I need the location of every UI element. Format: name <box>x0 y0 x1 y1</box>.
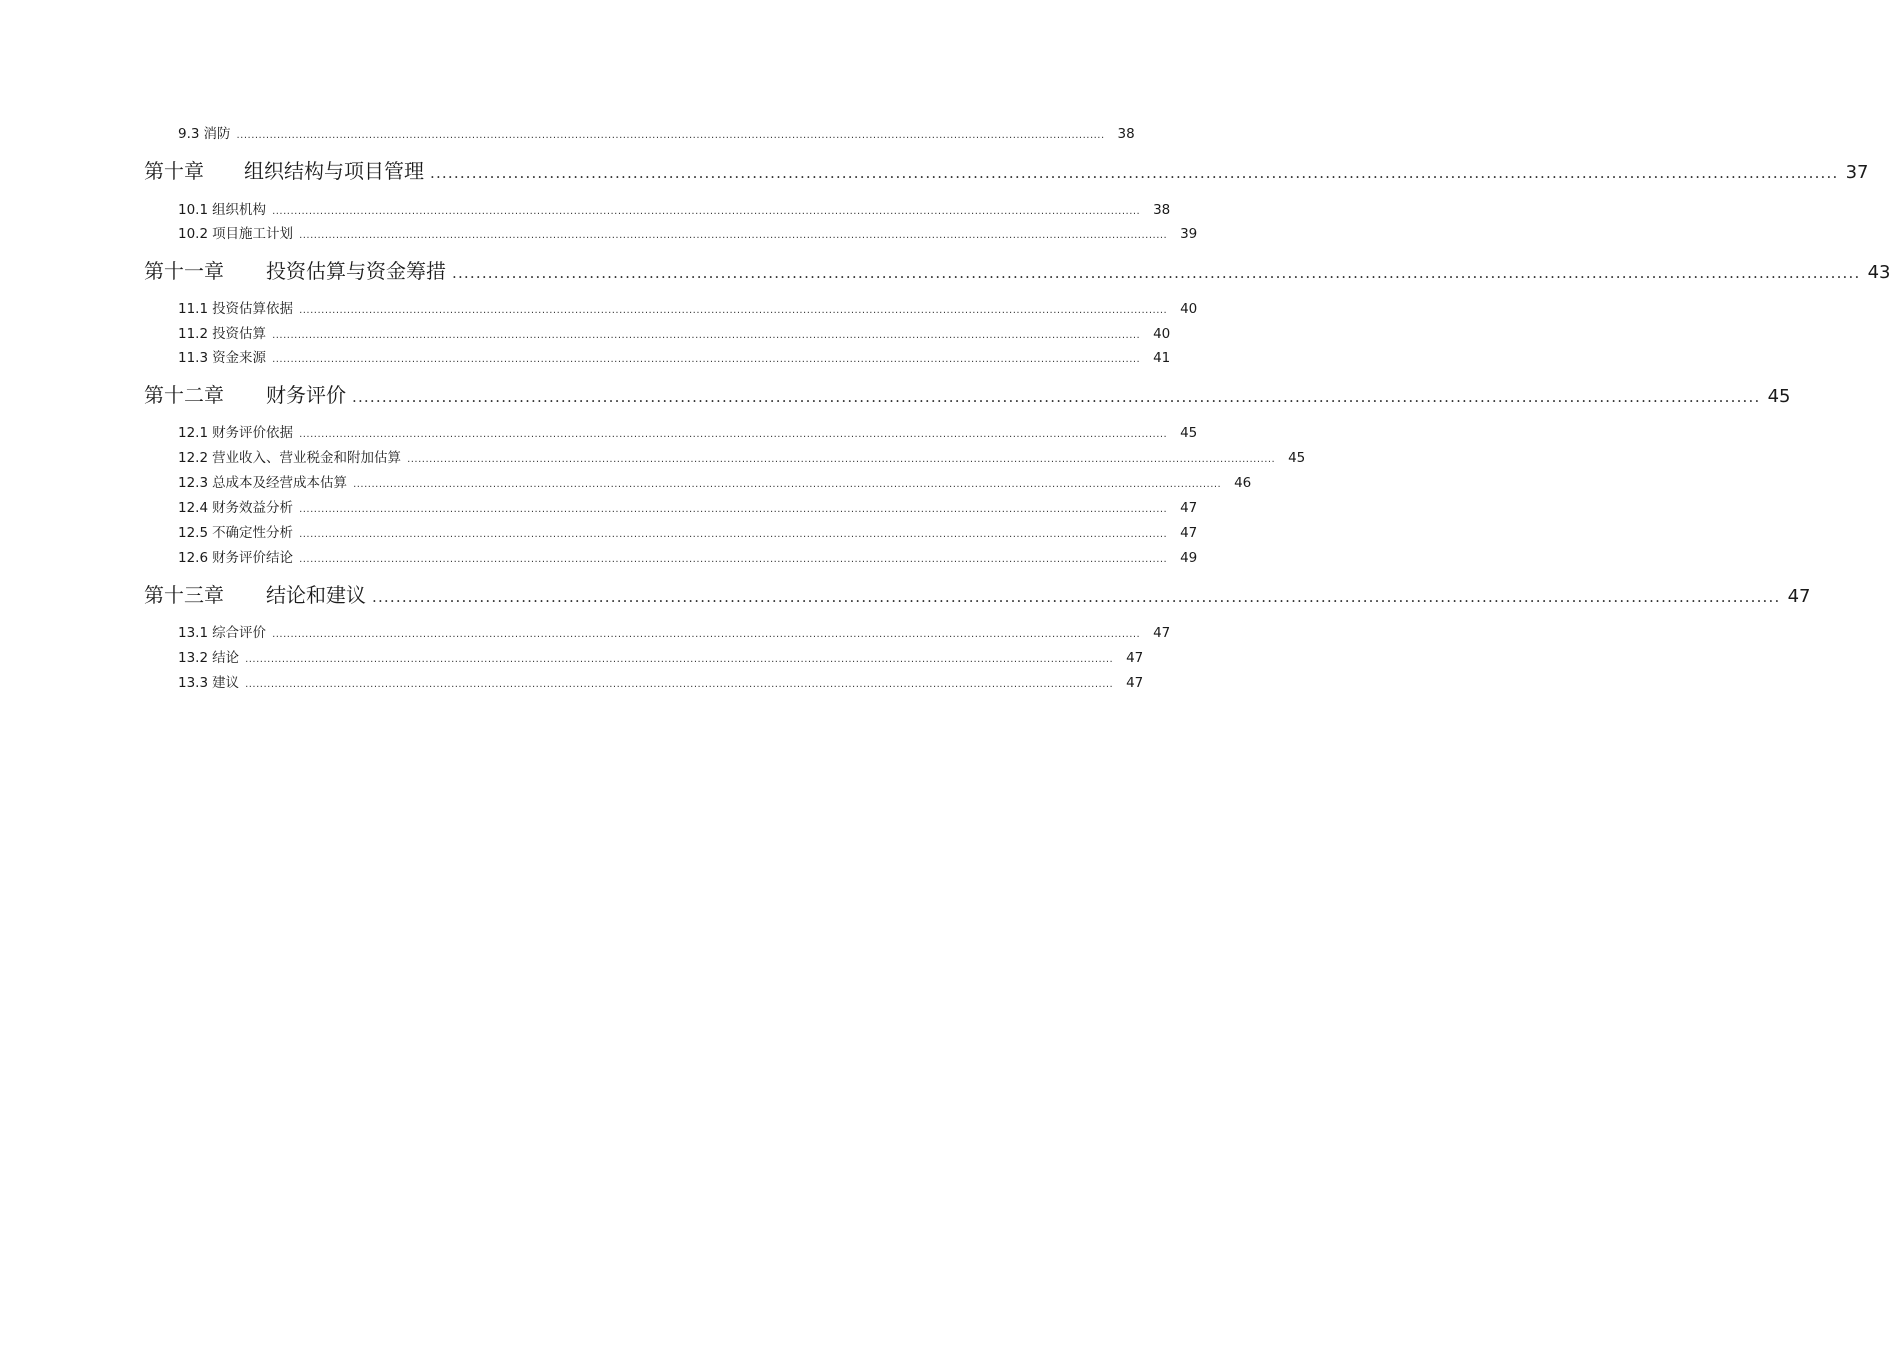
section-number: 11.1 <box>178 301 209 317</box>
chapter-number: 第十章 <box>144 159 204 183</box>
dot-leader: ............................................................................................................................................................................................................................................ <box>245 679 1114 690</box>
toc-chapter-10[interactable] <box>144 155 1869 184</box>
toc-entry-10-2[interactable] <box>178 222 1198 242</box>
page-number: 40 <box>1180 301 1198 317</box>
dot-leader: ............................................................................................................................................................................................................................................ <box>245 654 1114 665</box>
page-number: 47 <box>1153 625 1171 641</box>
section-number: 10.1 <box>178 202 209 218</box>
toc-entry-13-2[interactable] <box>178 646 1144 666</box>
chapter-title: 组织结构与项目管理 <box>244 159 424 183</box>
dot-leader: ............................................................................................................................................................................................................................................ <box>407 454 1276 465</box>
section-title: 消防 <box>203 126 231 142</box>
section-title: 综合评价 <box>212 625 267 641</box>
section-title: 营业收入、营业税金和附加估算 <box>212 450 402 466</box>
dot-leader: ............................................................................................................................................................................................................................................ <box>372 588 1781 606</box>
toc-chapter-12[interactable] <box>144 379 1791 408</box>
section-title: 财务效益分析 <box>212 500 294 516</box>
section-number: 12.1 <box>178 425 209 441</box>
section-title: 建议 <box>212 675 240 691</box>
dot-leader: ............................................................................................................................................................................................................................................ <box>299 305 1168 316</box>
section-title: 资金来源 <box>212 350 267 366</box>
chapter-title: 财务评价 <box>266 383 346 407</box>
toc-entry-10-1[interactable] <box>178 198 1171 218</box>
toc-chapter-13[interactable] <box>144 579 1811 608</box>
page-number: 45 <box>1767 386 1791 407</box>
dot-leader: ............................................................................................................................................................................................................................................ <box>236 130 1105 141</box>
toc-entry-12-2[interactable] <box>178 446 1306 466</box>
toc-entry-12-6[interactable] <box>178 546 1198 566</box>
page-number: 40 <box>1153 326 1171 342</box>
page-number: 43 <box>1867 262 1890 283</box>
page-number: 38 <box>1117 126 1135 142</box>
section-title: 财务评价依据 <box>212 425 294 441</box>
section-title: 组织机构 <box>212 202 267 218</box>
dot-leader: ............................................................................................................................................................................................................................................ <box>272 206 1141 217</box>
dot-leader: ............................................................................................................................................................................................................................................ <box>272 330 1141 341</box>
chapter-number: 第十一章 <box>144 259 224 283</box>
dot-leader: ............................................................................................................................................................................................................................................ <box>272 354 1141 365</box>
toc-entry-12-1[interactable] <box>178 421 1198 441</box>
section-title: 投资估算依据 <box>212 301 294 317</box>
dot-leader: ............................................................................................................................................................................................................................................ <box>299 554 1168 565</box>
section-number: 11.3 <box>178 350 209 366</box>
page-number: 41 <box>1153 350 1171 366</box>
dot-leader: ............................................................................................................................................................................................................................................ <box>352 388 1761 406</box>
toc-entry-13-1[interactable] <box>178 621 1171 641</box>
dot-leader: ............................................................................................................................................................................................................................................ <box>299 429 1168 440</box>
page-number: 47 <box>1180 500 1198 516</box>
toc-entry-9-3[interactable] <box>178 122 1135 142</box>
page-number: 38 <box>1153 202 1171 218</box>
dot-leader: ............................................................................................................................................................................................................................................ <box>299 504 1168 515</box>
toc-entry-12-3[interactable] <box>178 471 1252 491</box>
section-number: 13.3 <box>178 675 209 691</box>
page-number: 47 <box>1126 650 1144 666</box>
dot-leader: ............................................................................................................................................................................................................................................ <box>299 230 1168 241</box>
toc-chapter-11[interactable] <box>144 255 1890 284</box>
toc-entry-12-5[interactable] <box>178 521 1198 541</box>
page-number: 45 <box>1180 425 1198 441</box>
section-number: 12.2 <box>178 450 209 466</box>
chapter-number: 第十二章 <box>144 383 224 407</box>
section-number: 11.2 <box>178 326 209 342</box>
page-number: 49 <box>1180 550 1198 566</box>
dot-leader: ............................................................................................................................................................................................................................................ <box>452 264 1861 282</box>
toc-entry-12-4[interactable] <box>178 496 1198 516</box>
section-number: 12.4 <box>178 500 209 516</box>
page-number: 47 <box>1126 675 1144 691</box>
page-number: 37 <box>1845 162 1869 183</box>
section-title: 财务评价结论 <box>212 550 294 566</box>
page-number: 46 <box>1234 475 1252 491</box>
section-title: 不确定性分析 <box>212 525 294 541</box>
section-number: 12.6 <box>178 550 209 566</box>
dot-leader: ............................................................................................................................................................................................................................................ <box>353 479 1222 490</box>
section-number: 9.3 <box>178 126 200 142</box>
section-number: 12.5 <box>178 525 209 541</box>
section-title: 项目施工计划 <box>212 226 294 242</box>
toc-entry-11-1[interactable] <box>178 297 1198 317</box>
section-title: 结论 <box>212 650 240 666</box>
toc-entry-13-3[interactable] <box>178 671 1144 691</box>
page-number: 39 <box>1180 226 1198 242</box>
page-number: 45 <box>1288 450 1306 466</box>
toc-entry-11-2[interactable] <box>178 322 1171 342</box>
section-number: 12.3 <box>178 475 209 491</box>
chapter-title: 投资估算与资金筹措 <box>266 259 446 283</box>
section-number: 10.2 <box>178 226 209 242</box>
chapter-number: 第十三章 <box>144 583 224 607</box>
dot-leader: ............................................................................................................................................................................................................................................ <box>272 629 1141 640</box>
section-number: 13.1 <box>178 625 209 641</box>
toc-entry-11-3[interactable] <box>178 346 1171 366</box>
section-title: 总成本及经营成本估算 <box>212 475 348 491</box>
page-number: 47 <box>1787 586 1811 607</box>
chapter-title: 结论和建议 <box>266 583 366 607</box>
section-title: 投资估算 <box>212 326 267 342</box>
dot-leader: ............................................................................................................................................................................................................................................ <box>430 164 1839 182</box>
dot-leader: ............................................................................................................................................................................................................................................ <box>299 529 1168 540</box>
section-number: 13.2 <box>178 650 209 666</box>
page-number: 47 <box>1180 525 1198 541</box>
